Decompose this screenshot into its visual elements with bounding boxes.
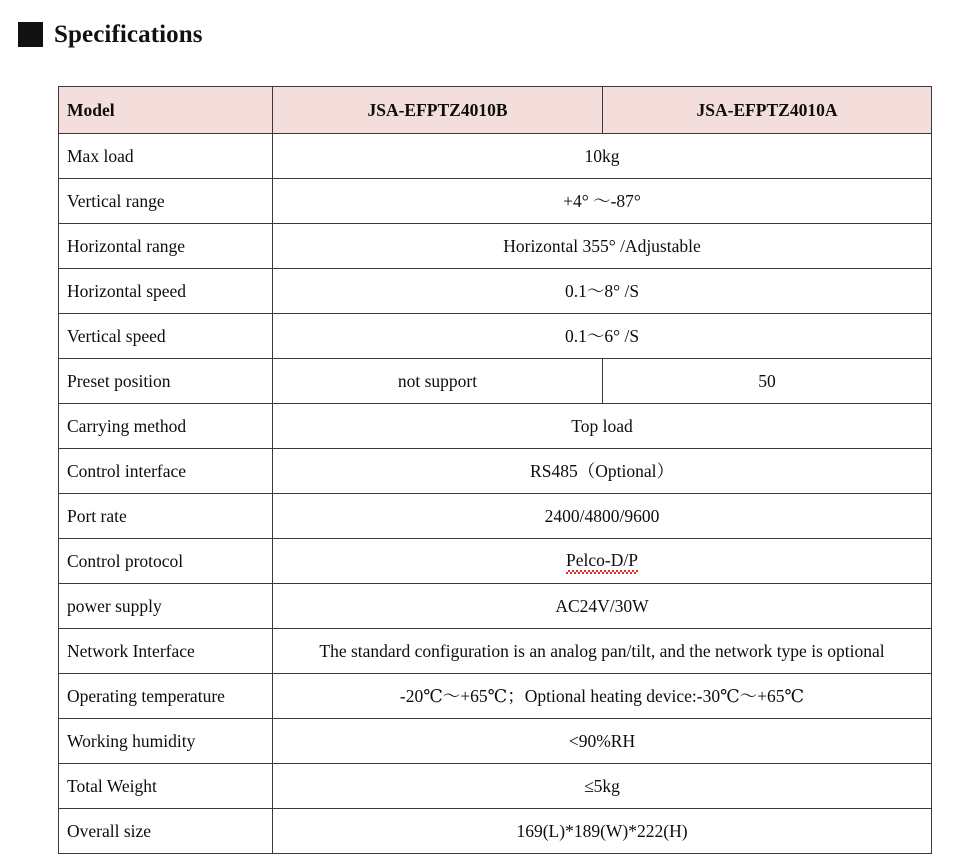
row-value: RS485（Optional） <box>273 449 932 494</box>
column-header-model: Model <box>59 87 273 134</box>
table-row <box>59 584 932 629</box>
table-row <box>59 269 932 314</box>
row-label: Vertical speed <box>59 314 273 359</box>
row-value: +4° ～-87° <box>273 179 932 224</box>
row-label: Overall size <box>59 809 273 854</box>
table-row <box>59 539 932 584</box>
table-row <box>59 449 932 494</box>
row-value: The standard configuration is an analog pan/tilt, and the network type is optional <box>273 629 932 674</box>
row-label: Working humidity <box>59 719 273 764</box>
table-row <box>59 809 932 854</box>
table-row <box>59 314 932 359</box>
table-row <box>59 629 932 674</box>
table-row <box>59 134 932 179</box>
row-label: Control protocol <box>59 539 273 584</box>
row-value: 169(L)*189(W)*222(H) <box>273 809 932 854</box>
row-label: Horizontal speed <box>59 269 273 314</box>
row-value: Top load <box>273 404 932 449</box>
row-label: Port rate <box>59 494 273 539</box>
row-value: 0.1～6° /S <box>273 314 932 359</box>
table-row <box>59 359 932 404</box>
row-value: AC24V/30W <box>273 584 932 629</box>
row-value-model-a: 50 <box>603 359 932 404</box>
column-header-model-a: JSA-EFPTZ4010A <box>603 87 932 134</box>
row-label: power supply <box>59 584 273 629</box>
row-label: Max load <box>59 134 273 179</box>
column-header-model-b: JSA-EFPTZ4010B <box>273 87 603 134</box>
table-row <box>59 719 932 764</box>
row-value: 2400/4800/9600 <box>273 494 932 539</box>
row-label: Network Interface <box>59 629 273 674</box>
row-label: Operating temperature <box>59 674 273 719</box>
row-value-cell <box>273 539 932 584</box>
table-header-row <box>59 87 932 134</box>
row-value: -20℃～+65℃；Optional heating device:-30℃～+65℃ <box>273 674 932 719</box>
table-row <box>59 404 932 449</box>
row-value: Horizontal 355° /Adjustable <box>273 224 932 269</box>
row-value: 10kg <box>273 134 932 179</box>
row-label: Total Weight <box>59 764 273 809</box>
row-value-model-b: not support <box>273 359 603 404</box>
row-value-misspelled: Pelco-D/P <box>566 550 638 570</box>
table-row <box>59 764 932 809</box>
row-label: Control interface <box>59 449 273 494</box>
black-square-bullet-icon <box>18 22 43 47</box>
row-value: <90%RH <box>273 719 932 764</box>
page-title: Specifications <box>54 21 203 48</box>
row-label: Horizontal range <box>59 224 273 269</box>
table-row <box>59 179 932 224</box>
row-value: ≤5kg <box>273 764 932 809</box>
table-row <box>59 674 932 719</box>
table-row <box>59 494 932 539</box>
table-body <box>59 87 932 854</box>
table-row <box>59 224 932 269</box>
row-label: Carrying method <box>59 404 273 449</box>
row-value: 0.1～8° /S <box>273 269 932 314</box>
specifications-table-container <box>58 86 931 854</box>
row-label: Vertical range <box>59 179 273 224</box>
specifications-table <box>58 86 932 854</box>
row-label: Preset position <box>59 359 273 404</box>
section-heading <box>18 22 203 47</box>
